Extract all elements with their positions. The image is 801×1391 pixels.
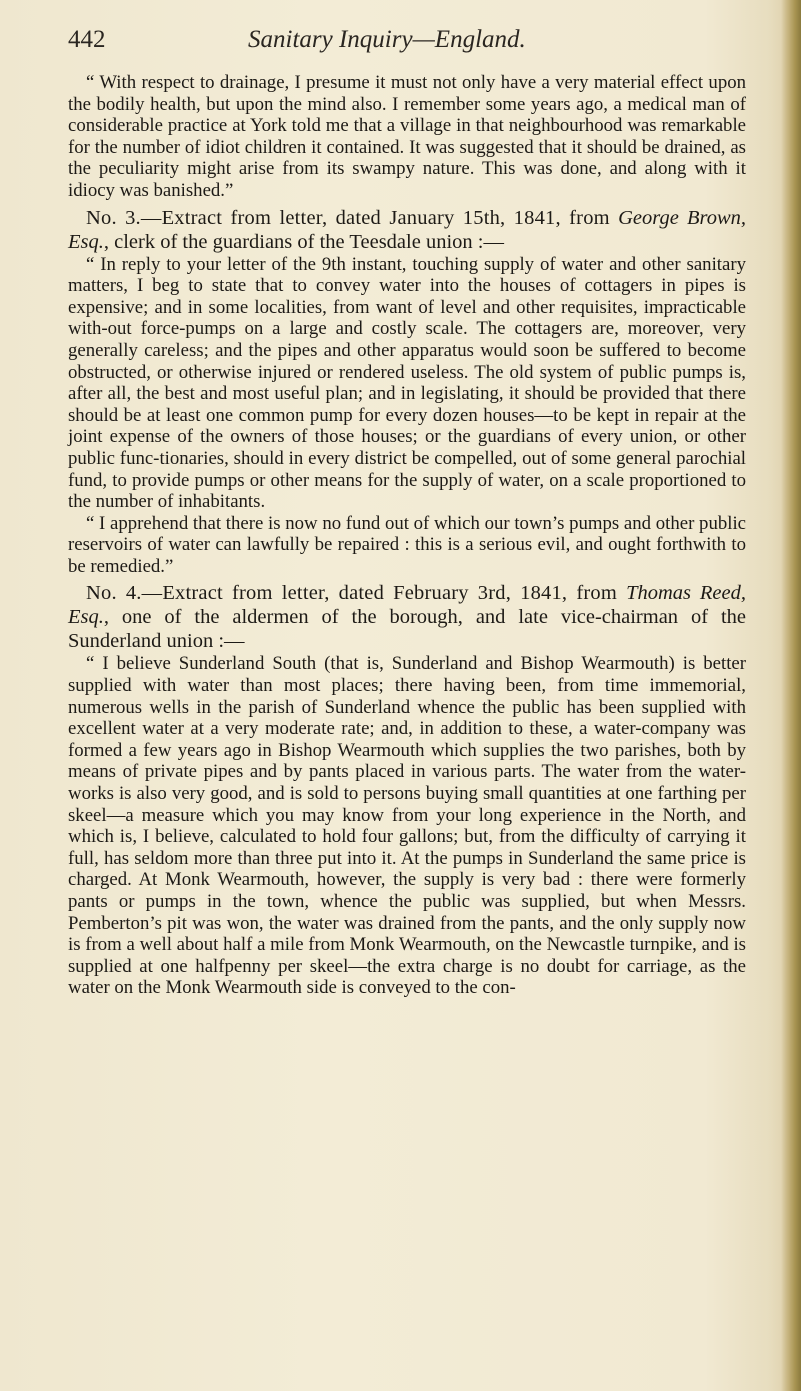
heading-4-name: Thomas Reed, Esq. [68,582,746,629]
heading-3-lead: No. 3.—Extract from letter, dated January 15th, 1841, from [86,206,619,229]
page-header [68,20,748,60]
heading-extract-3 [68,206,746,254]
heading-4-lead: No. 4.—Extract from letter, dated February 3rd, 1841, from [86,582,627,605]
paragraph-sunderland: “ I believe Sunderland South (that is, Sunderland and Bishop Wearmouth) is better supplied with water than most places; there having been, from time immemorial, numerous wells in the parish of Sunderland whence the public has been supplied with excellent water at a very moderate rate; and, in addition to these, a water-company was formed a few years ago in Bishop Wearmouth which supplies the two parishes, both by means of private pipes and by pants placed in various parts. The water from the water-works is also very good, and is sold to persons buying small quantities at one farthing per skeel—a measure which you may know from your long experience in the North, and which is, I believe, calculated to hold four gallons; but, from the difficulty of carrying it full, has seldom more than three put into it. At the pumps in Sunderland the same price is charged. At Monk Wearmouth, however, the supply is very bad : there were formerly pants or pumps in the town, whence the public was supplied, but when Messrs. Pemberton’s pit was won, the water was drained from the pants, and the only supply now is from a well about half a mile from Monk Wearmouth, on the Newcastle turnpike, and is supplied at one halfpenny per skeel—the extra charge is no doubt for carriage, as the water on the Monk Wearmouth side is conveyed to the con- [68,653,746,999]
page-edge [781,0,801,1391]
paragraph-drainage: “ With respect to drainage, I presume it must not only have a very material effect upon the bodily health, but upon the mind also. I remember some years ago, a medical man of considerable practice at York told me that a village in that neighbourhood was remarkable for the number of idiot children it contained. It was suggested that it should be drained, as the peculiarity might arise from its swampy nature. This was done, and along with it idiocy was banished.” [68,72,746,201]
page-number: 442 [68,26,106,53]
heading-extract-4 [68,581,746,653]
paragraph-apprehend: “ I apprehend that there is now no fund out of which our town’s pumps and other public reservoirs of water can lawfully be repaired : this is a serious evil, and ought forthwith to be remedied.” [68,512,746,577]
paragraph-reply: “ In reply to your letter of the 9th instant, touching supply of water and other sanitary matters, I beg to state that to convey water into the houses of cottagers in pipes is expensive; and in some localities, from want of level and other requisites, impracticable with-out force-pumps on a large and costly scale. The cottagers are, moreover, very generally careless; and the pipes and other apparatus would soon be suffered to become obstructed, or otherwise injured or rendered useless. The old system of public pumps is, after all, the best and most useful plan; and in legislating, it should be provided that there should be at least one common pump for every dozen houses—to be kept in repair at the joint expense of the owners of those houses; or the guardians of every union, or other public func-tionaries, should in every district be compelled, out of some general parochial fund, to provide pumps or other means for the supply of water, on a scale proportioned to the number of inhabitants. [68,253,746,513]
heading-3-tail: , clerk of the guardians of the Teesdale union :— [103,230,504,253]
body-text [68,72,746,999]
heading-3-name: George Brown, Esq. [68,206,746,253]
running-title: Sanitary Inquiry—England. [248,26,526,53]
heading-4-tail: , one of the aldermen of the borough, and late vice-chairman of the Sunderland union :— [68,606,746,653]
